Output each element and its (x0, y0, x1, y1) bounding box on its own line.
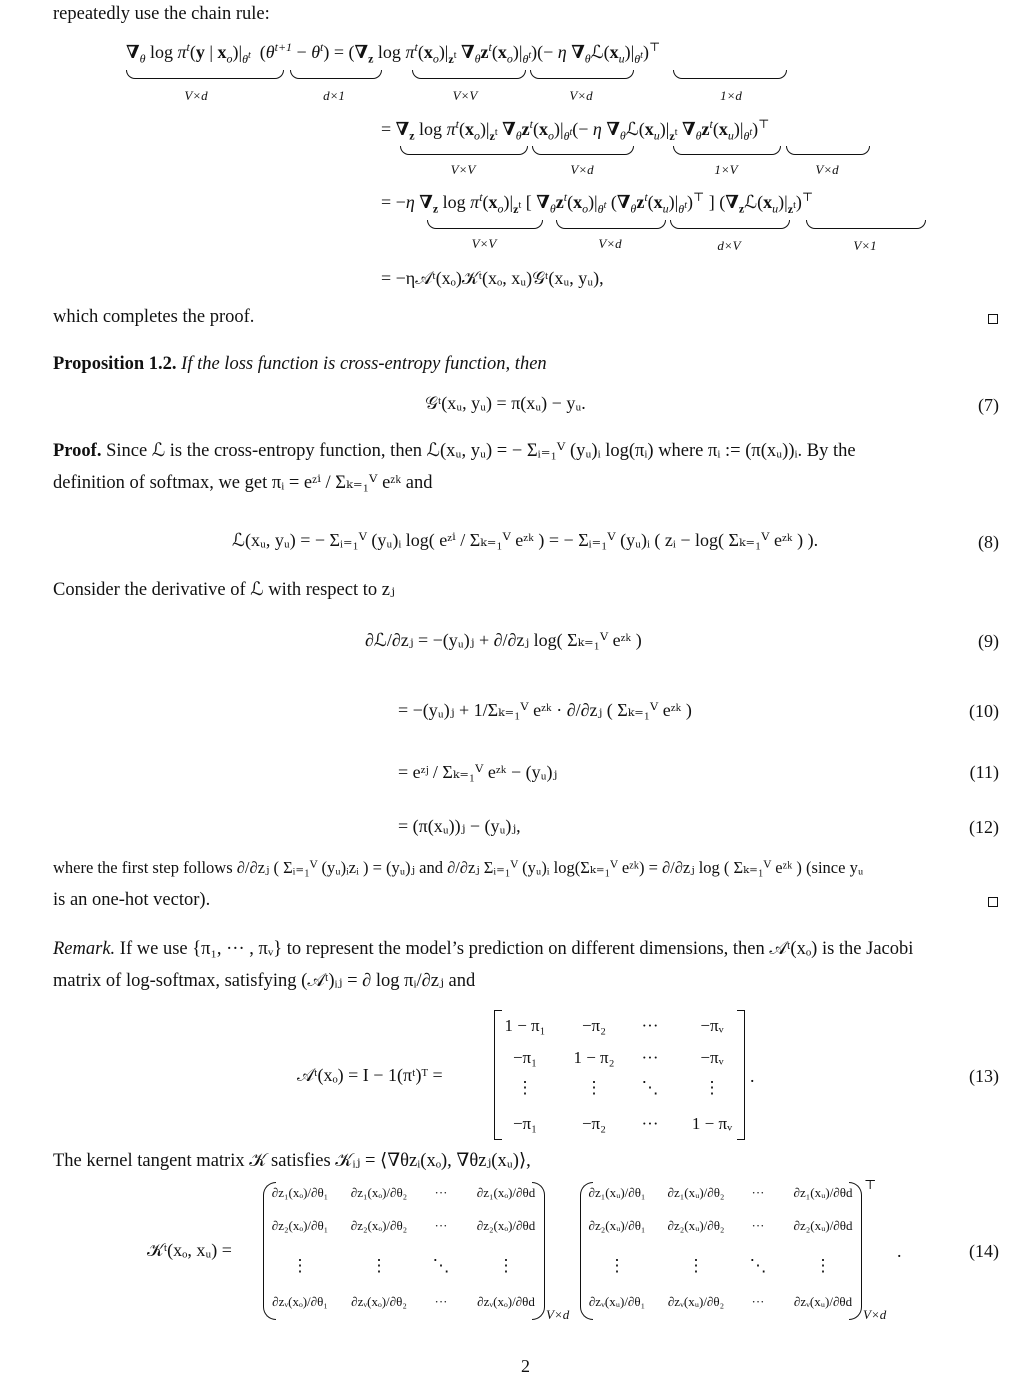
matrix-cell: ⋮ (497, 1256, 515, 1275)
matrix-cell: ∂z₁(xᵤ)/∂θd (793, 1185, 853, 1200)
matrix-cell: ⋱ (749, 1256, 767, 1275)
dim-label: V×1 (853, 238, 877, 253)
transpose-symbol: ⊤ (864, 1177, 877, 1192)
matrix-cell: ··· (434, 1218, 448, 1233)
matrix-cell: ∂z₂(xᵤ)/∂θ₁ (588, 1218, 646, 1233)
matrix-a (494, 1010, 744, 1138)
completes-text: which completes the proof. (53, 307, 255, 327)
matrix-cell: −πᵥ (700, 1048, 724, 1067)
matrix-cell: ··· (641, 1016, 659, 1035)
where-line-2: is an one-hot vector). (53, 890, 211, 910)
matrix-cell: ∂z₂(xₒ)/∂θ₂ (350, 1218, 408, 1233)
matrix-cell: ⋮ (370, 1256, 388, 1275)
dim-label: V×d (569, 88, 593, 103)
matrix-cell: ⋮ (291, 1256, 309, 1275)
page-number: 2 (521, 1356, 530, 1376)
matrix-cell: ∂zᵥ(xₒ)/∂θ₁ (272, 1294, 328, 1309)
dim-label: V×d (570, 162, 594, 177)
underbrace (427, 220, 543, 229)
equation-number: (13) (969, 1066, 999, 1086)
remark-text-1: If we use {π₁, ··· , πᵥ} to represent the model’s prediction on different dimensions, then 𝒜ᵗ(xₒ) is the Jacobi (119, 939, 914, 959)
equation-number: (14) (969, 1241, 999, 1261)
period: . (750, 1066, 755, 1086)
proof-line-2: definition of softmax, we get πᵢ = eᶻⁱ / Σₖ₌₁ⱽ eᶻᵏ and (53, 473, 433, 493)
matrix-cell: ∂zᵥ(xᵤ)/∂θ₁ (588, 1294, 646, 1309)
matrix-cell: ··· (751, 1185, 765, 1200)
dim-label: V×d (546, 1307, 570, 1322)
dim-label: V×d (184, 88, 208, 103)
intro-text: repeatedly use the chain rule: (53, 4, 270, 24)
equation-number: (8) (978, 532, 999, 552)
matrix-cell: 1 − π₂ (573, 1048, 615, 1067)
matrix-cell: 1 − πᵥ (691, 1114, 733, 1133)
matrix-cell: ··· (641, 1114, 659, 1133)
remark-line-2: matrix of log-softmax, satisfying (𝒜ᵗ)ᵢⱼ = ∂ log πᵢ/∂zⱼ and (53, 971, 476, 991)
proposition-label: Proposition 1.2. (53, 354, 177, 374)
dim-label: d×1 (323, 88, 345, 103)
matrix-cell: −π₂ (581, 1016, 607, 1035)
matrix-cell: ∂z₁(xₒ)/∂θ₁ (271, 1185, 329, 1200)
chain-line-1: $\nabla_\theta$ $\log \pi^t(y$ | $x_o)|_{\theta^t}$ $(\theta^{t+1} - \theta^t) = (\nabla_z$ $\log \pi^t(x_o)|_{z^t}$ $\nabla_\theta z^t(x_o)|_{\theta^t})(- \eta$ $\nabla_\theta ℒ(x_u)|_{\theta^t})^⊤$ (126, 40, 661, 66)
underbrace (670, 220, 790, 229)
equation-11: = eᶻʲ / Σₖ₌₁ⱽ eᶻᵏ − (yᵤ)ⱼ (398, 762, 558, 782)
right-jacobian-matrix (580, 1182, 860, 1318)
matrix-cell: ⋮ (585, 1078, 603, 1097)
qed-symbol (988, 897, 998, 907)
equation-number: (7) (978, 395, 999, 415)
matrix-cell: ··· (751, 1294, 765, 1309)
left-jacobian-matrix (263, 1182, 543, 1318)
matrix-cell: ⋱ (641, 1078, 659, 1097)
equation-13-lhs: 𝒜ᵗ(xₒ) = I − 1(πᵗ)ᵀ = (297, 1065, 443, 1085)
matrix-cell: ··· (434, 1294, 448, 1309)
underbrace (400, 146, 528, 155)
matrix-cell: ∂zᵥ(xₒ)/∂θd (477, 1294, 535, 1309)
proof-text-1: Since ℒ is the cross-entropy function, then ℒ(xᵤ, yᵤ) = − Σᵢ₌₁ⱽ (yᵤ)ᵢ log(πᵢ) where πᵢ := (π(xᵤ))ᵢ. By the (106, 441, 856, 461)
dim-label: V×V (471, 236, 497, 251)
remark-label: Remark. (53, 939, 116, 959)
underbrace (673, 70, 787, 79)
matrix-cell: ⋮ (703, 1078, 721, 1097)
matrix-cell: −π₁ (512, 1114, 538, 1133)
matrix-cell: ∂z₂(xₒ)/∂θ₁ (271, 1218, 329, 1233)
proof-line-1 (53, 440, 856, 462)
dim-label: V×d (815, 162, 839, 177)
proposition-statement: If the loss function is cross-entropy function, then (181, 354, 547, 374)
matrix-cell: 1 − π₁ (504, 1016, 546, 1035)
kernel-text: The kernel tangent matrix 𝒦 satisfies 𝒦ᵢⱼ = ⟨∇θzᵢ(xₒ), ∇θzⱼ(xᵤ)⟩, (53, 1151, 531, 1171)
proof-label: Proof. (53, 441, 102, 461)
matrix-cell: ··· (434, 1185, 448, 1200)
underbrace (556, 220, 666, 229)
dim-label: 1×d (720, 88, 742, 103)
matrix-cell: ∂z₁(xₒ)/∂θd (476, 1185, 536, 1200)
matrix-cell: ⋮ (516, 1078, 534, 1097)
matrix-cell: −πᵥ (700, 1016, 724, 1035)
matrix-cell: −π₂ (581, 1114, 607, 1133)
where-line: where the first step follows ∂/∂zⱼ ( Σᵢ₌₁ⱽ (yᵤ)ᵢzᵢ ) = (yᵤ)ⱼ and ∂/∂zⱼ Σᵢ₌₁ⱽ (yᵤ)ᵢ log(Σₖ₌₁ⱽ eᶻᵏ) = ∂/∂zⱼ log ( Σₖ₌₁ⱽ eᶻᵏ ) (since yᵤ (53, 858, 864, 877)
equation-14-lhs: 𝒦ᵗ(xₒ, xᵤ) = (147, 1240, 232, 1260)
chain-line-2: = $\nabla_z$ $\log \pi^t(x_o)|_{z^t}$ $\nabla_\theta z^t(x_o)|_{\theta^t}(- \eta$ $\nabla_\theta ℒ(x_u)|_{z^t}$ $\nabla_\theta z^t(x_u)|_{\theta^t})^⊤$ (381, 117, 770, 143)
remark-line-1 (53, 938, 913, 960)
dim-label: V×V (452, 88, 478, 103)
proposition-equation: 𝒢ᵗ(xᵤ, yᵤ) = π(xᵤ) − yᵤ. (425, 393, 586, 413)
underbrace (673, 146, 781, 155)
chain-line-3: = −η $\nabla_z$ $\log \pi^t(x_o)|_{z^t}$ [ $\nabla_\theta z^t(x_o)|_{\theta^t}$ $(\nabla_\theta z^t(x_u)|_{\theta^t})^⊤$ ] $(\nabla_zℒ(x_u)|_{z^t})^⊤$ (381, 190, 814, 216)
dim-label: V×V (450, 162, 476, 177)
dim-label: 1×V (714, 162, 738, 177)
underbrace (412, 70, 526, 79)
equation-number: (9) (978, 631, 999, 651)
consider-text: Consider the derivative of ℒ with respect to zⱼ (53, 580, 395, 600)
matrix-cell: ∂zᵥ(xᵤ)/∂θ₂ (667, 1294, 725, 1309)
matrix-cell: ∂z₂(xᵤ)/∂θ₂ (667, 1218, 725, 1233)
equation-number: (11) (969, 762, 999, 782)
underbrace (290, 70, 382, 79)
matrix-cell: ⋮ (608, 1256, 626, 1275)
matrix-cell: ∂z₂(xₒ)/∂θd (476, 1218, 536, 1233)
underbrace (532, 146, 634, 155)
equation-number: (12) (969, 817, 999, 837)
dim-label: d×V (717, 238, 741, 253)
equation-8: ℒ(xᵤ, yᵤ) = − Σᵢ₌₁ⱽ (yᵤ)ᵢ log( eᶻⁱ / Σₖ₌₁ⱽ eᶻᵏ ) = − Σᵢ₌₁ⱽ (yᵤ)ᵢ ( zᵢ − log( Σₖ₌₁ⱽ eᶻᵏ ) ). (232, 530, 819, 550)
matrix-cell: −π₁ (512, 1048, 538, 1067)
period: . (897, 1241, 902, 1261)
chain-line-4: = −η𝒜ᵗ(xₒ)𝒦ᵗ(xₒ, xᵤ)𝒢ᵗ(xᵤ, yᵤ), (381, 268, 604, 288)
matrix-cell: ⋮ (814, 1256, 832, 1275)
underbrace (806, 220, 926, 229)
matrix-cell: ··· (641, 1048, 659, 1067)
equation-12: = (π(xᵤ))ⱼ − (yᵤ)ⱼ, (398, 816, 521, 836)
matrix-cell: ∂z₂(xᵤ)/∂θd (793, 1218, 853, 1233)
underbrace (126, 70, 284, 79)
underbrace (530, 70, 634, 79)
equation-number: (10) (969, 701, 999, 721)
proposition-block (53, 354, 547, 375)
matrix-cell: ··· (751, 1218, 765, 1233)
qed-symbol (988, 314, 998, 324)
equation-9: ∂ℒ/∂zⱼ = −(yᵤ)ⱼ + ∂/∂zⱼ log( Σₖ₌₁ⱽ eᶻᵏ ) (365, 630, 642, 650)
matrix-cell: ∂zᵥ(xᵤ)/∂θd (793, 1294, 853, 1309)
matrix-cell: ⋮ (687, 1256, 705, 1275)
matrix-cell: ∂z₁(xᵤ)/∂θ₁ (588, 1185, 646, 1200)
matrix-cell: ∂z₁(xᵤ)/∂θ₂ (667, 1185, 725, 1200)
matrix-cell: ∂zᵥ(xₒ)/∂θ₂ (351, 1294, 407, 1309)
equation-10: = −(yᵤ)ⱼ + 1/Σₖ₌₁ⱽ eᶻᵏ · ∂/∂zⱼ ( Σₖ₌₁ⱽ eᶻᵏ ) (398, 700, 692, 720)
underbrace (786, 146, 870, 155)
matrix-cell: ∂z₁(xₒ)/∂θ₂ (350, 1185, 408, 1200)
matrix-cell: ⋱ (432, 1256, 450, 1275)
dim-label: V×d (863, 1307, 887, 1322)
dim-label: V×d (598, 236, 622, 251)
